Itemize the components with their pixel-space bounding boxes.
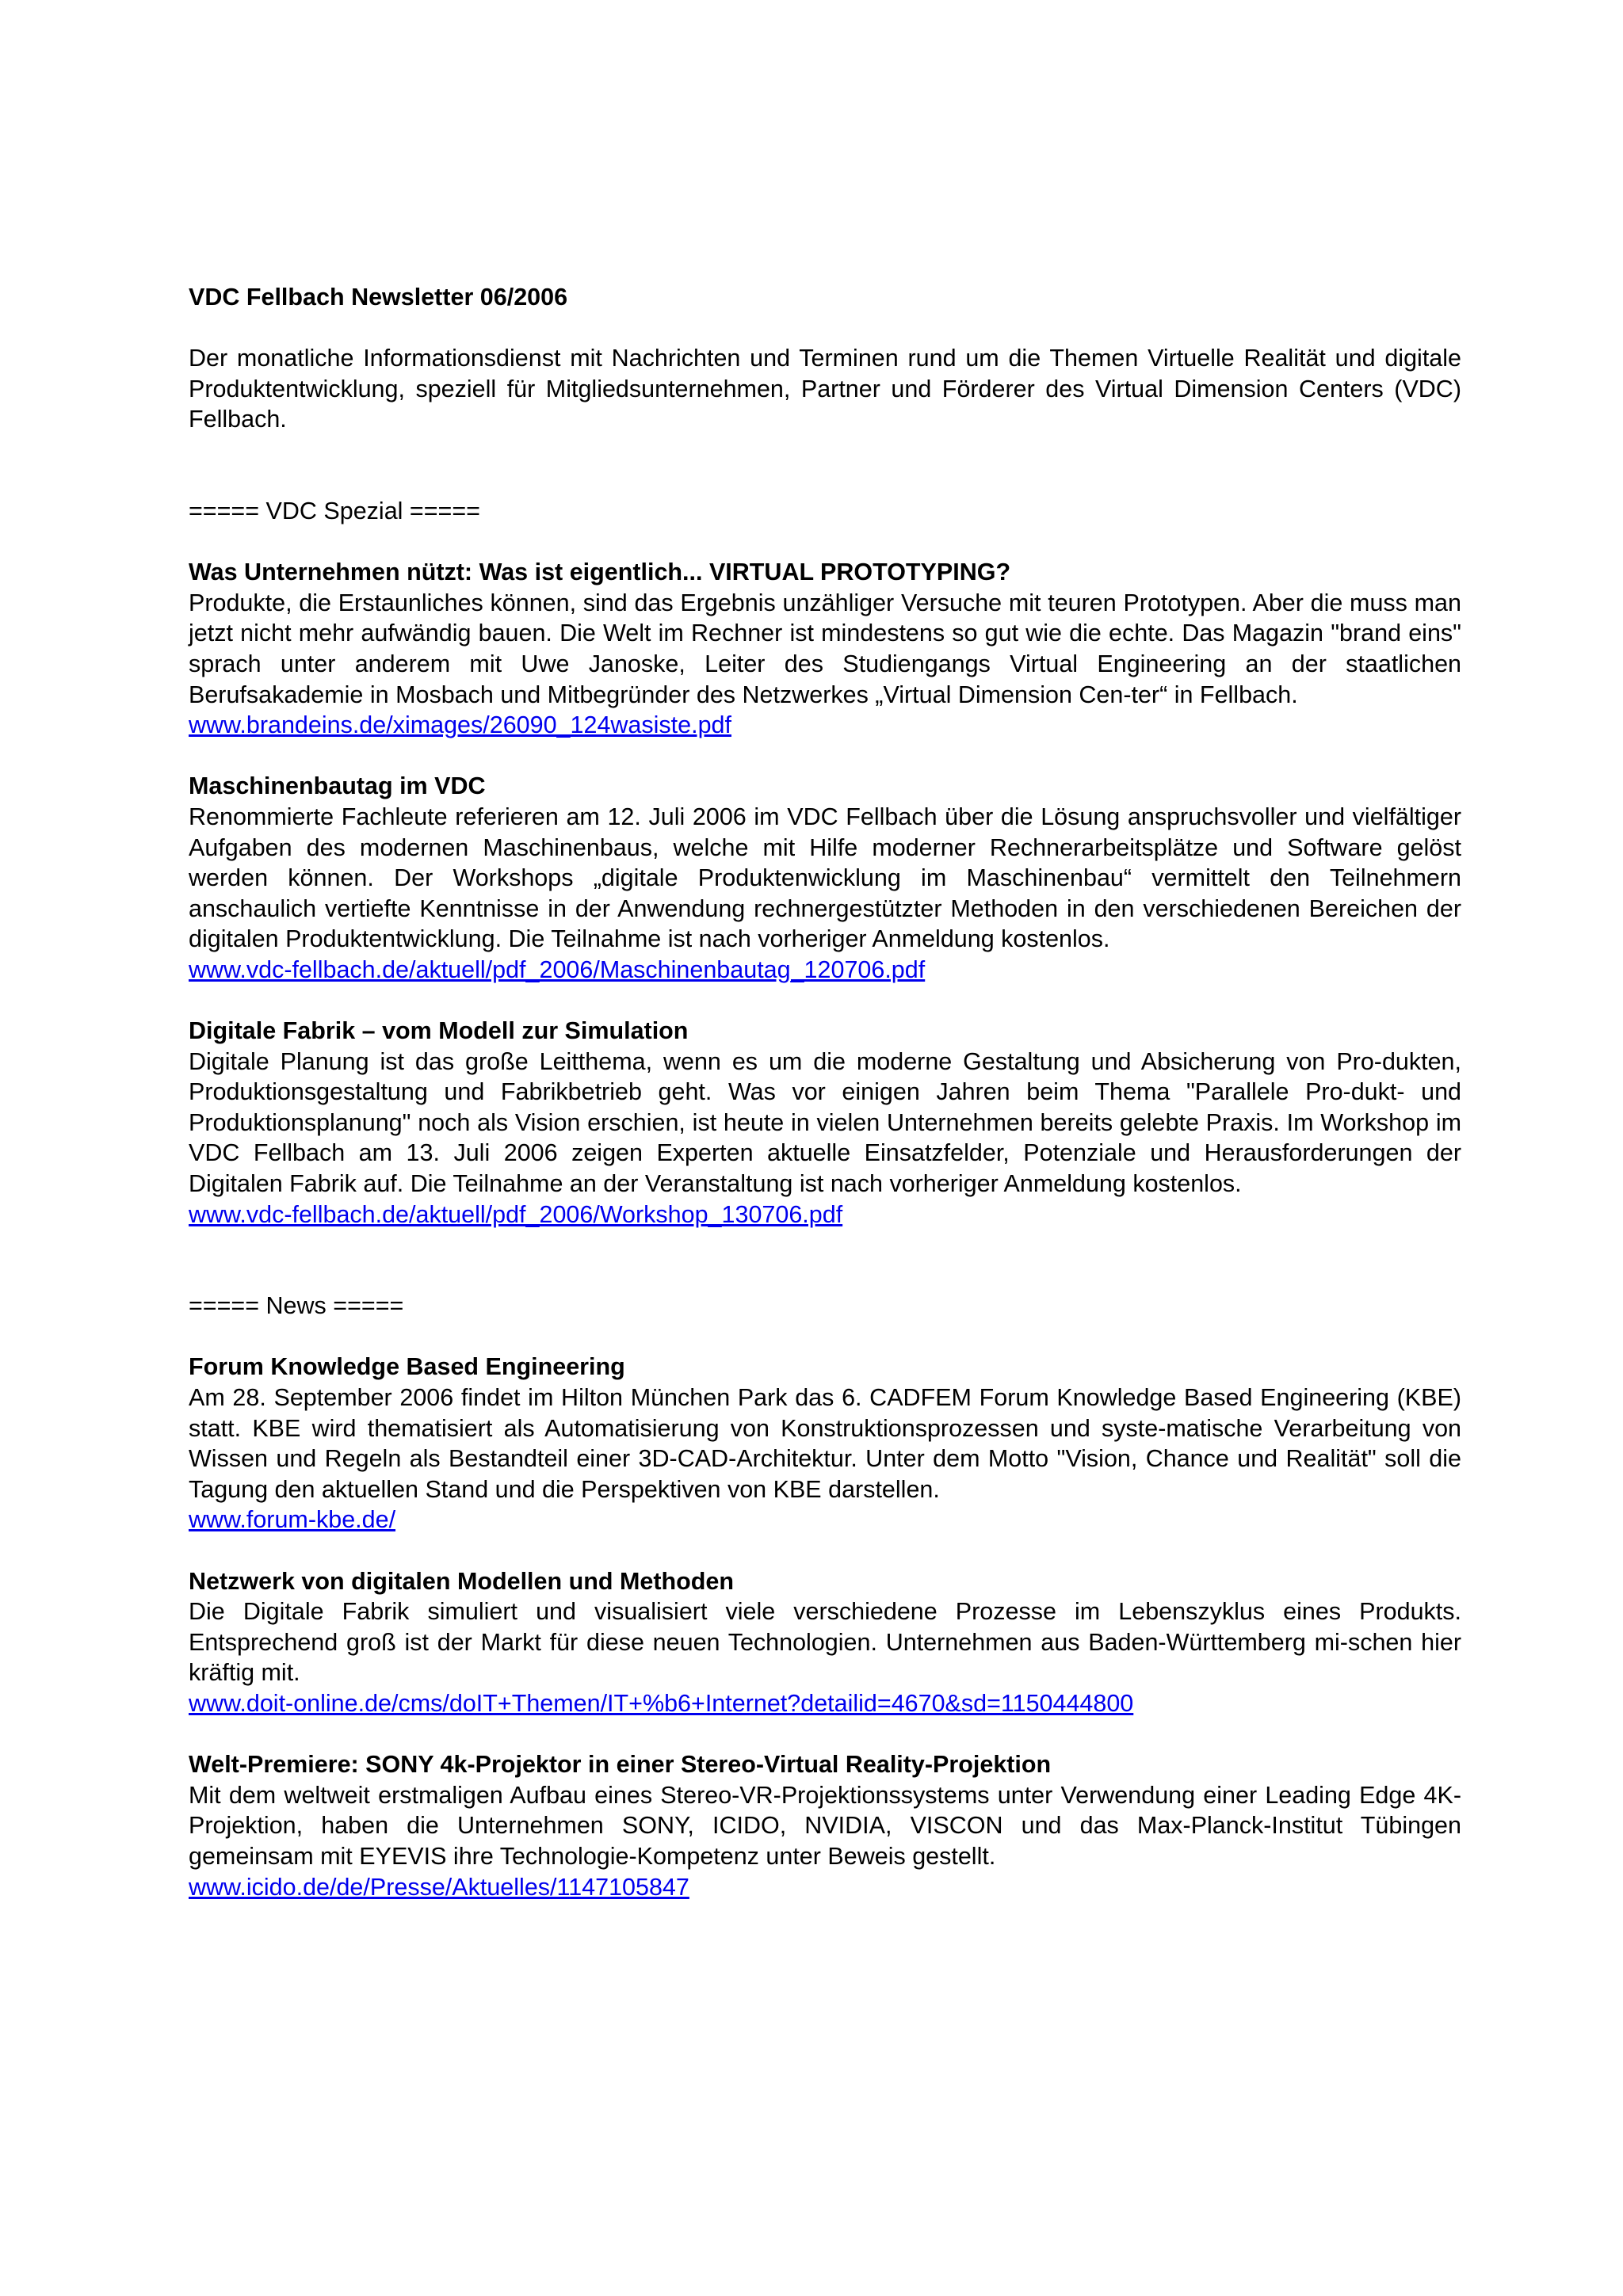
article-body: Mit dem weltweit erstmaligen Aufbau eines Stereo-VR-Projektionssystems unter Verwendung einer Leading Edge 4K-Projektion, haben die Unternehmen SONY, ICIDO, NVIDIA, VISCON und das Max-Planck-Institut Tübingen gemeinsam mit EYEVIS ihre Technologie-Kompetenz unter Beweis gestellt.: [189, 1781, 1461, 1870]
newsletter-page: [189, 282, 1461, 1902]
article-body: Die Digitale Fabrik simuliert und visualisiert viele verschiedene Prozesse im Lebenszyklus eines Produkts. Entsprechend groß ist der Markt für diese neuen Technologien. Unternehmen aus Baden-Württemberg mi-schen hier kräftig mit.: [189, 1598, 1461, 1687]
article-sony-4k: [189, 1749, 1461, 1902]
article-maschinenbautag: [189, 771, 1461, 985]
section-heading: ===== News =====: [189, 1292, 404, 1320]
section-news: [189, 1291, 1461, 1902]
article-virtual-prototyping: [189, 557, 1461, 741]
article-title: Maschinenbautag im VDC: [189, 772, 486, 800]
article-digitale-fabrik: [189, 1016, 1461, 1230]
article-netzwerk-modelle: [189, 1566, 1461, 1719]
article-body: Am 28. September 2006 findet im Hilton München Park das 6. CADFEM Forum Knowledge Based Engineering (KBE) statt. KBE wird thematisiert als Automatisierung von Konstruktionsprozessen und syste-matische Verarbeitung von Wissen und Regeln als Bestandteil einer 3D-CAD-Architektur. Unter dem Motto "Vision, Chance und Realität" soll die Tagung den aktuellen Stand und die Perspektiven von KBE darstellen.: [189, 1384, 1461, 1503]
article-title: Welt-Premiere: SONY 4k-Projektor in einer Stereo-Virtual Reality-Projektion: [189, 1751, 1052, 1779]
article-body: Digitale Planung ist das große Leitthema, wenn es um die moderne Gestaltung und Absicherung von Pro-dukten, Produktionsgestaltung und Fabrikbetrieb geht. Was vor einigen Jahren beim Thema "Parallele Pro-dukt- und Produktionsplanung" noch als Vision erschien, ist heute in vielen Unternehmen bereits gelebte Praxis. Im Workshop im VDC Fellbach am 13. Juli 2006 zeigen Experten aktuelle Einsatzfelder, Potenziale und Herausforderungen der Digitalen Fabrik auf. Die Teilnahme an der Veranstaltung ist nach vorheriger Anmeldung kostenlos.: [189, 1047, 1461, 1198]
article-link[interactable]: www.icido.de/de/Presse/Aktuelles/1147105847: [189, 1873, 689, 1901]
article-title: Forum Knowledge Based Engineering: [189, 1353, 625, 1381]
newsletter-intro: Der monatliche Informationsdienst mit Nachrichten und Terminen rund um die Themen Virtuelle Realität und digitale Produktentwicklung, speziell für Mitgliedsunternehmen, Partner und Förderer des Virtual Dimension Centers (VDC) Fellbach.: [189, 345, 1461, 433]
article-body: Renommierte Fachleute referieren am 12. Juli 2006 im VDC Fellbach über die Lösung anspruchsvoller und vielfältiger Aufgaben des modernen Maschinenbaus, welche mit Hilfe moderner Rechnerarbeitsplätze und Software gelöst werden können. Der Workshops „digitale Produktenwicklung im Maschinenbau“ vermittelt den Teilnehmern anschaulich vertiefte Kenntnisse in der Anwendung rechnergestützter Methoden in den verschiedenen Bereichen der digitalen Produktentwicklung. Die Teilnahme ist nach vorheriger Anmeldung kostenlos.: [189, 803, 1461, 953]
article-forum-kbe: [189, 1352, 1461, 1535]
article-link[interactable]: www.brandeins.de/ximages/26090_124wasiste.pdf: [189, 711, 731, 739]
article-title: Was Unternehmen nützt: Was ist eigentlich... VIRTUAL PROTOTYPING?: [189, 559, 1011, 586]
section-vdc-spezial: [189, 496, 1461, 1230]
article-link[interactable]: www.doit-online.de/cms/doIT+Themen/IT+%b6+Internet?detailid=4670&sd=1150444800: [189, 1689, 1134, 1717]
article-link[interactable]: www.vdc-fellbach.de/aktuell/pdf_2006/Maschinenbautag_120706.pdf: [189, 955, 926, 983]
article-link[interactable]: www.forum-kbe.de/: [189, 1506, 396, 1534]
article-body: Produkte, die Erstaunliches können, sind das Ergebnis unzähliger Versuche mit teuren Prototypen. Aber die muss man jetzt nicht mehr aufwändig bauen. Die Welt im Rechner ist mindestens so gut wie die echte. Das Magazin "brand eins" sprach unter anderem mit Uwe Janoske, Leiter des Studiengangs Virtual Engineering an der staatlichen Berufsakademie in Mosbach und Mitbegründer des Netzwerkes „Virtual Dimension Cen-ter“ in Fellbach.: [189, 589, 1461, 708]
article-link[interactable]: www.vdc-fellbach.de/aktuell/pdf_2006/Workshop_130706.pdf: [189, 1200, 843, 1228]
newsletter-title: VDC Fellbach Newsletter 06/2006: [189, 284, 568, 311]
article-title: Digitale Fabrik – vom Modell zur Simulation: [189, 1017, 689, 1045]
article-title: Netzwerk von digitalen Modellen und Methoden: [189, 1567, 734, 1595]
section-heading: ===== VDC Spezial =====: [189, 497, 480, 524]
